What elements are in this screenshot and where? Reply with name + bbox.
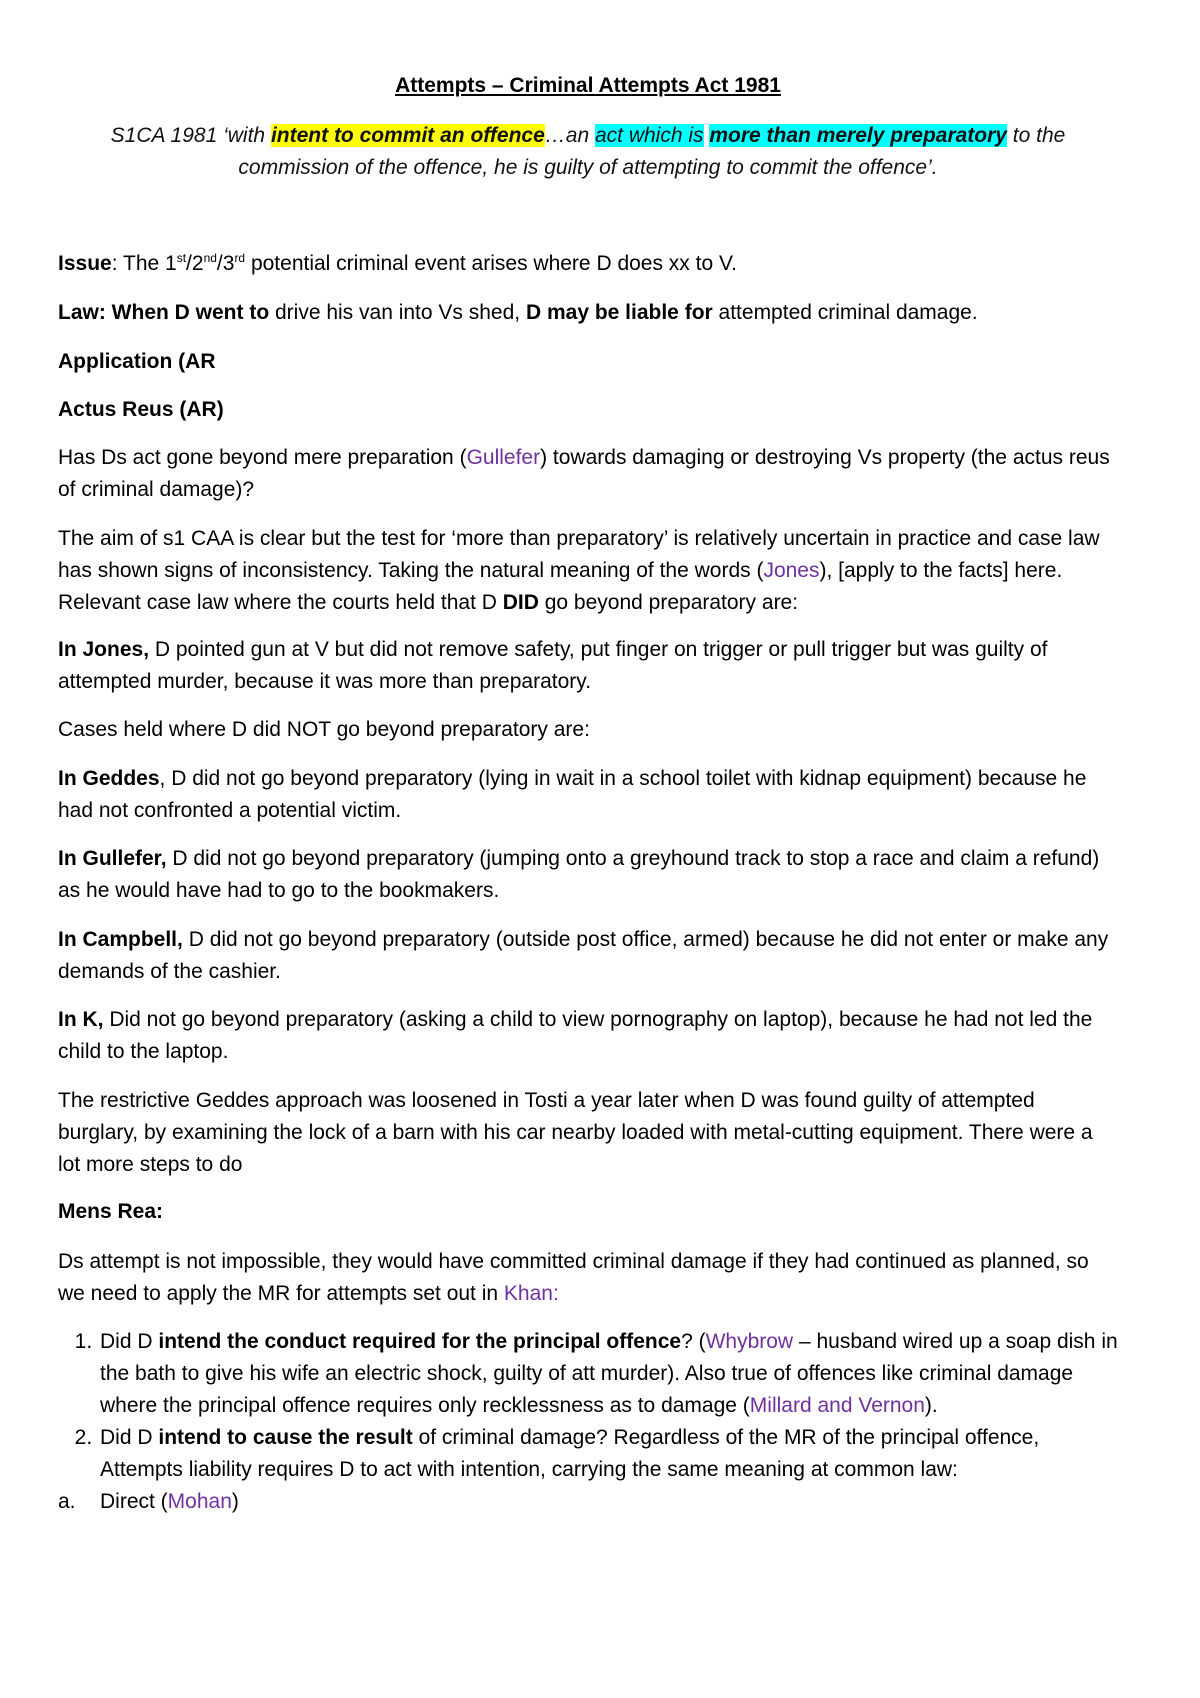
- law-label: Law: When D went to: [58, 301, 270, 324]
- sub-item-text1: Direct (: [100, 1490, 168, 1513]
- highlight-preparatory: more than merely preparatory: [709, 124, 1007, 147]
- issue-text3: /3: [216, 252, 235, 275]
- sub-item-text2: ): [231, 1490, 239, 1513]
- campbell-text: D did not go beyond preparatory (outside post office, armed) because he did not enter or make any demands of the cashier.: [58, 928, 1109, 983]
- sub-item-marker: a.: [58, 1490, 76, 1513]
- actus-reus-heading: [58, 394, 1118, 426]
- li1-text4: ).: [924, 1394, 938, 1417]
- k-label: In K,: [58, 1008, 104, 1031]
- gullefer-label: In Gullefer,: [58, 847, 167, 870]
- list-item: [98, 1326, 1118, 1422]
- issue-sup3: rd: [234, 251, 246, 265]
- li1-bold: intend the conduct required for the principal offence: [158, 1330, 682, 1353]
- li2-bold: intend to cause the result: [158, 1426, 413, 1449]
- actus-reus-label: Actus Reus (AR): [58, 398, 224, 421]
- jones-paragraph: [58, 634, 1118, 698]
- mr-numbered-list: [58, 1326, 1118, 1518]
- case-jones-ref: Jones: [763, 559, 820, 582]
- li2-text2: of criminal damage? Regardless of the MR of the principal offence, Attempts liability requires D to act with intention, carrying the same meaning at common law:: [100, 1426, 1040, 1481]
- issue-text2: /2: [186, 252, 204, 275]
- quote-mid1: …an: [544, 124, 595, 147]
- ds-text1: Ds attempt is not impossible, they would have committed criminal damage if they had continued as planned, so we need to apply the MR for attempts set out in: [58, 1250, 1089, 1305]
- application-label: Application (AR: [58, 350, 216, 373]
- geddes-paragraph: [58, 763, 1118, 827]
- has-ds-act-paragraph: [58, 442, 1118, 506]
- case-millard-vernon-ref: Millard and Vernon: [749, 1394, 925, 1417]
- mens-rea-heading: [58, 1196, 1118, 1228]
- case-mohan-ref: Mohan: [167, 1490, 232, 1513]
- li1-text1: Did D: [100, 1330, 159, 1353]
- law-paragraph: [58, 297, 1118, 329]
- issue-sup1: st: [176, 251, 187, 265]
- case-gullefer-ref: Gullefer: [466, 446, 541, 469]
- aim-paragraph: [58, 523, 1118, 619]
- aim-text2: ), [apply to the facts] here. Relevant case law where the courts held that D: [58, 559, 1063, 614]
- sub-item-content: [100, 1486, 239, 1518]
- aim-text1: The aim of s1 CAA is clear but the test for ‘more than preparatory’ is relatively uncertain in practice and case law has shown signs of inconsistency. Taking the natural meaning of the words (: [58, 527, 1100, 582]
- gullefer-text: D did not go beyond preparatory (jumping onto a greyhound track to stop a race and claim a refund) as he would have had to go to the bookmakers.: [58, 847, 1100, 902]
- has-text1: Has Ds act gone beyond mere preparation (: [58, 446, 467, 469]
- aim-text3: go beyond preparatory are:: [538, 591, 799, 614]
- quote-line2: commission of the offence, he is guilty of attempting to commit the offence’.: [238, 156, 938, 179]
- tosti-text: The restrictive Geddes approach was loosened in Tosti a year later when D was found guilty of attempted burglary, by examining the lock of a barn with his car nearby loaded with metal-cutting equipment. There were a lot more steps to do: [58, 1089, 1093, 1176]
- law-text1: drive his van into Vs shed,: [269, 301, 526, 324]
- document-title: Attempts – Criminal Attempts Act 1981: [395, 74, 781, 97]
- li2-text1: Did D: [100, 1426, 159, 1449]
- cases-not-paragraph: [58, 714, 1118, 746]
- law-bold2: D may be liable for: [525, 301, 713, 324]
- issue-text4: potential criminal event arises where D does xx to V.: [245, 252, 737, 275]
- sub-list-item: [58, 1486, 1118, 1518]
- tosti-paragraph: [58, 1085, 1118, 1181]
- issue-label: Issue: [58, 252, 112, 275]
- case-whybrow-ref: Whybrow: [705, 1330, 794, 1353]
- statute-quote: [58, 120, 1118, 184]
- ds-attempt-paragraph: [58, 1246, 1118, 1310]
- campbell-paragraph: [58, 924, 1118, 988]
- k-text: Did not go beyond preparatory (asking a child to view pornography on laptop), because he had not led the child to the laptop.: [58, 1008, 1093, 1063]
- li1-text3: – husband wired up a soap dish in the bath to give his wife an electric shock, guilty of att murder). Also true of offences like criminal damage where the principal offence requires only recklessness as to damage (: [100, 1330, 1118, 1417]
- has-text2: ) towards damaging or destroying Vs property (the actus reus of criminal damage)?: [58, 446, 1110, 501]
- jones-label: In Jones,: [58, 638, 150, 661]
- quote-prefix: S1CA 1981 ‘with: [110, 124, 271, 147]
- campbell-label: In Campbell,: [58, 928, 183, 951]
- k-paragraph: [58, 1004, 1118, 1068]
- mens-rea-label: Mens Rea:: [58, 1200, 164, 1223]
- gullefer-paragraph: [58, 843, 1118, 907]
- highlight-act: act which is: [594, 124, 704, 147]
- aim-bold: DID: [502, 591, 539, 614]
- cases-not-text: Cases held where D did NOT go beyond preparatory are:: [58, 718, 590, 741]
- case-khan-ref: Khan:: [503, 1282, 559, 1305]
- jones-text: D pointed gun at V but did not remove safety, put finger on trigger or pull trigger but was guilty of attempted murder, because it was more than preparatory.: [58, 638, 1048, 693]
- application-heading: [58, 346, 1118, 378]
- issue-sup2: nd: [203, 251, 217, 265]
- li1-text2: ? (: [681, 1330, 706, 1353]
- list-item: [98, 1422, 1118, 1486]
- issue-text1: : The 1: [111, 252, 177, 275]
- geddes-label: In Geddes: [58, 767, 160, 790]
- quote-suffix: to the: [1006, 124, 1066, 147]
- law-text2: attempted criminal damage.: [712, 301, 978, 324]
- highlight-intent: intent to commit an offence: [270, 124, 545, 147]
- geddes-text: , D did not go beyond preparatory (lying in wait in a school toilet with kidnap equipment) because he had not confronted a potential victim.: [58, 767, 1087, 822]
- issue-paragraph: [58, 248, 1118, 280]
